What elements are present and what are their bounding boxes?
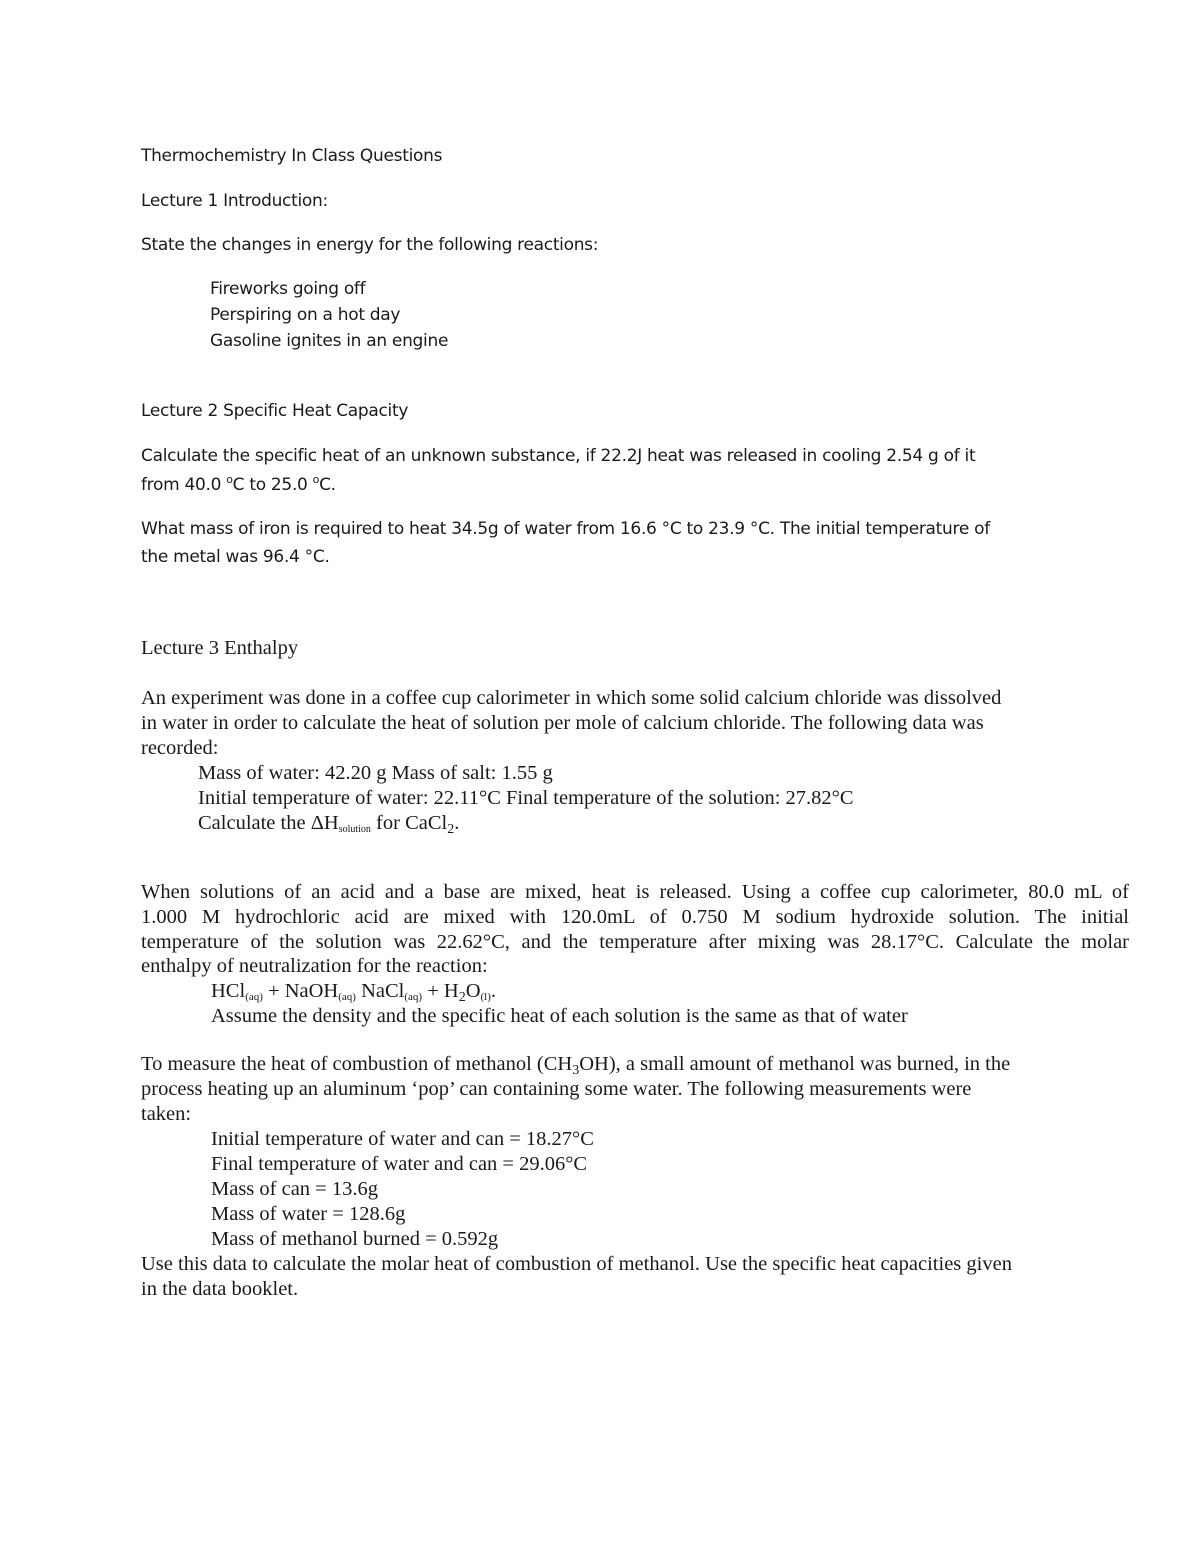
lecture-1-item: Gasoline ignites in an engine [210, 331, 449, 351]
document-title: Thermochemistry In Class Questions [141, 146, 443, 166]
subscript: (aq) [404, 991, 423, 1003]
subscript: 2 [458, 990, 466, 1005]
combustion-question-line: process heating up an aluminum ‘pop’ can containing some water. The following measurements were [141, 1078, 972, 1100]
combustion-measurement: Mass of methanol burned = 0.592g [211, 1228, 499, 1250]
text-span: C to 25.0 [232, 475, 313, 495]
combustion-instruction: Use this data to calculate the molar heat of combustion of methanol. Use the specific heat capacities given [141, 1253, 1012, 1275]
calorimeter-data: Mass of water: 42.20 g Mass of salt: 1.55 g [198, 762, 553, 784]
text-span: To measure the heat of combustion of methanol (CH [141, 1053, 573, 1075]
lecture-1-item: Perspiring on a hot day [210, 305, 401, 325]
text-span: + NaOH [262, 980, 339, 1002]
combustion-measurement: Final temperature of water and can = 29.06°C [211, 1153, 588, 1175]
combustion-measurement: Mass of water = 128.6g [211, 1203, 406, 1225]
lecture-1-heading: Lecture 1 Introduction: [141, 191, 328, 211]
calorimeter-question-line: An experiment was done in a coffee cup calorimeter in which some solid calcium chloride was dissolved [141, 687, 1002, 709]
subscript: 2 [447, 822, 455, 837]
combustion-question-line: taken: [141, 1103, 192, 1125]
subscript: (aq) [245, 991, 263, 1003]
degree-symbol: o [226, 473, 233, 486]
combustion-instruction: in the data booklet. [141, 1278, 299, 1300]
neutralization-question-line: enthalpy of neutralization for the reaction: [141, 955, 488, 977]
text-span: for CaCl [370, 812, 448, 834]
subscript: (l) [480, 991, 491, 1003]
combustion-measurement: Mass of can = 13.6g [211, 1178, 378, 1200]
iron-mass-question-line: the metal was 96.4 °C. [141, 547, 330, 567]
lecture-2-heading: Lecture 2 Specific Heat Capacity [141, 401, 409, 421]
neutralization-question-line: temperature of the solution was 22.62°C, and the temperature after mixing was 28.17°C. Calculate the molar [141, 931, 1129, 953]
subscript: 3 [572, 1063, 580, 1078]
degree-symbol: o [312, 473, 320, 486]
text-span: . [490, 980, 497, 1002]
combustion-question-line [141, 1053, 1010, 1079]
text-span: NaCl [355, 980, 405, 1002]
neutralization-question-line: 1.000 M hydrochloric acid are mixed with 120.0mL of 0.750 M sodium hydroxide solution. The initial [141, 906, 1129, 928]
specific-heat-question-line [141, 473, 336, 495]
text-span: + H [422, 980, 459, 1002]
text-span: . [454, 812, 460, 834]
text-span: OH), a small amount of methanol was burned, in the [579, 1053, 1011, 1075]
subscript: solution [338, 824, 371, 835]
subscript: (aq) [338, 991, 356, 1003]
text-span: Calculate the ΔH [198, 812, 339, 834]
lecture-1-item: Fireworks going off [210, 279, 366, 299]
combustion-measurement: Initial temperature of water and can = 18.27°C [211, 1128, 594, 1150]
calorimeter-question-line: in water in order to calculate the heat of solution per mole of calcium chloride. The following data was [141, 712, 984, 734]
reaction-equation [211, 980, 496, 1006]
lecture-3-heading: Lecture 3 Enthalpy [141, 637, 299, 659]
text-span: from 40.0 [141, 475, 227, 495]
iron-mass-question-line: What mass of iron is required to heat 34.5g of water from 16.6 °C to 23.9 °C. The initial temperature of [141, 519, 990, 539]
text-span: C. [319, 475, 336, 495]
calorimeter-calculate [198, 812, 459, 838]
text-span: O [465, 980, 481, 1002]
text-span: HCl [211, 980, 246, 1002]
calorimeter-question-line: recorded: [141, 737, 219, 759]
assumption-note: Assume the density and the specific heat of each solution is the same as that of water [211, 1005, 908, 1027]
neutralization-question-line: When solutions of an acid and a base are mixed, heat is released. Using a coffee cup calorimeter, 80.0 mL of [141, 881, 1129, 903]
lecture-1-prompt: State the changes in energy for the following reactions: [141, 235, 599, 255]
calorimeter-data: Initial temperature of water: 22.11°C Final temperature of the solution: 27.82°C [198, 787, 854, 809]
specific-heat-question-line: Calculate the specific heat of an unknown substance, if 22.2J heat was released in cooling 2.54 g of it [141, 446, 976, 466]
